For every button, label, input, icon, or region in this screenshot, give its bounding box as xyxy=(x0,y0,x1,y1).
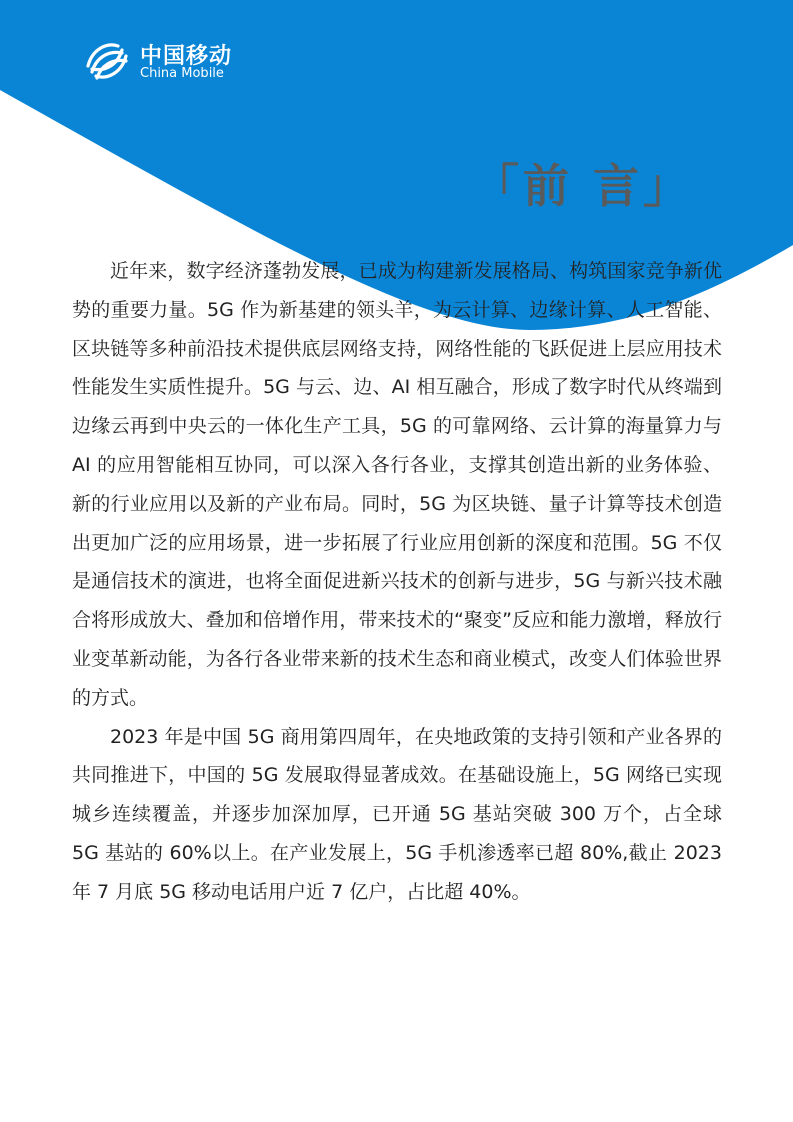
china-mobile-logo-icon xyxy=(82,36,132,86)
paragraph: 2023 年是中国 5G 商用第四周年，在央地政策的支持引领和产业各界的共同推进下，中国的 5G 发展取得显著成效。在基础设施上，5G 网络已实现城乡连续覆盖，并逐步加深加厚，已开通 5G 基站突破 300 万个，占全球 5G 基站的 60%以上。在产业发展上，5G 手机渗透率已超 80%,截止 2023 年 7 月底 5G 移动电话用户近 7 亿户，占比超 40%。 xyxy=(72,725,722,903)
paragraph: 近年来，数字经济蓬勃发展，已成为构建新发展格局、构筑国家竞争新优势的重要力量。5G 作为新基建的领头羊，为云计算、边缘计算、人工智能、区块链等多种前沿技术提供底层网络支持，网络性能的飞跃促进上层应用技术性能发生实质性提升。5G 与云、边、AI 相互融合，形成了数字时代从终端到边缘云再到中央云的一体化生产工具，5G 的可靠网络、云计算的海量算力与 AI 的应用智能相互协同，可以深入各行各业，支撑其创造出新的业务体验、新的行业应用以及新的产业布局。同时，5G 为区块链、量子计算等技术创造出更加广泛的应用场景，进一步拓展了行业应用创新的深度和范围。5G 不仅是通信技术的演进，也将全面促进新兴技术的创新与进步，5G 与新兴技术融合将形成放大、叠加和倍增作用，带来技术的“聚变”反应和能力激增，释放行业变革新动能，为各行各业带来新的技术生态和商业模式，改变人们体验世界的方式。 xyxy=(72,260,722,709)
brand-name-cn: 中国移动 xyxy=(140,44,233,69)
brand-name-en: China Mobile xyxy=(140,66,224,81)
body-text xyxy=(72,252,722,912)
page-title: 「前 言」 xyxy=(472,159,693,213)
brand-logo[interactable] xyxy=(82,36,242,86)
